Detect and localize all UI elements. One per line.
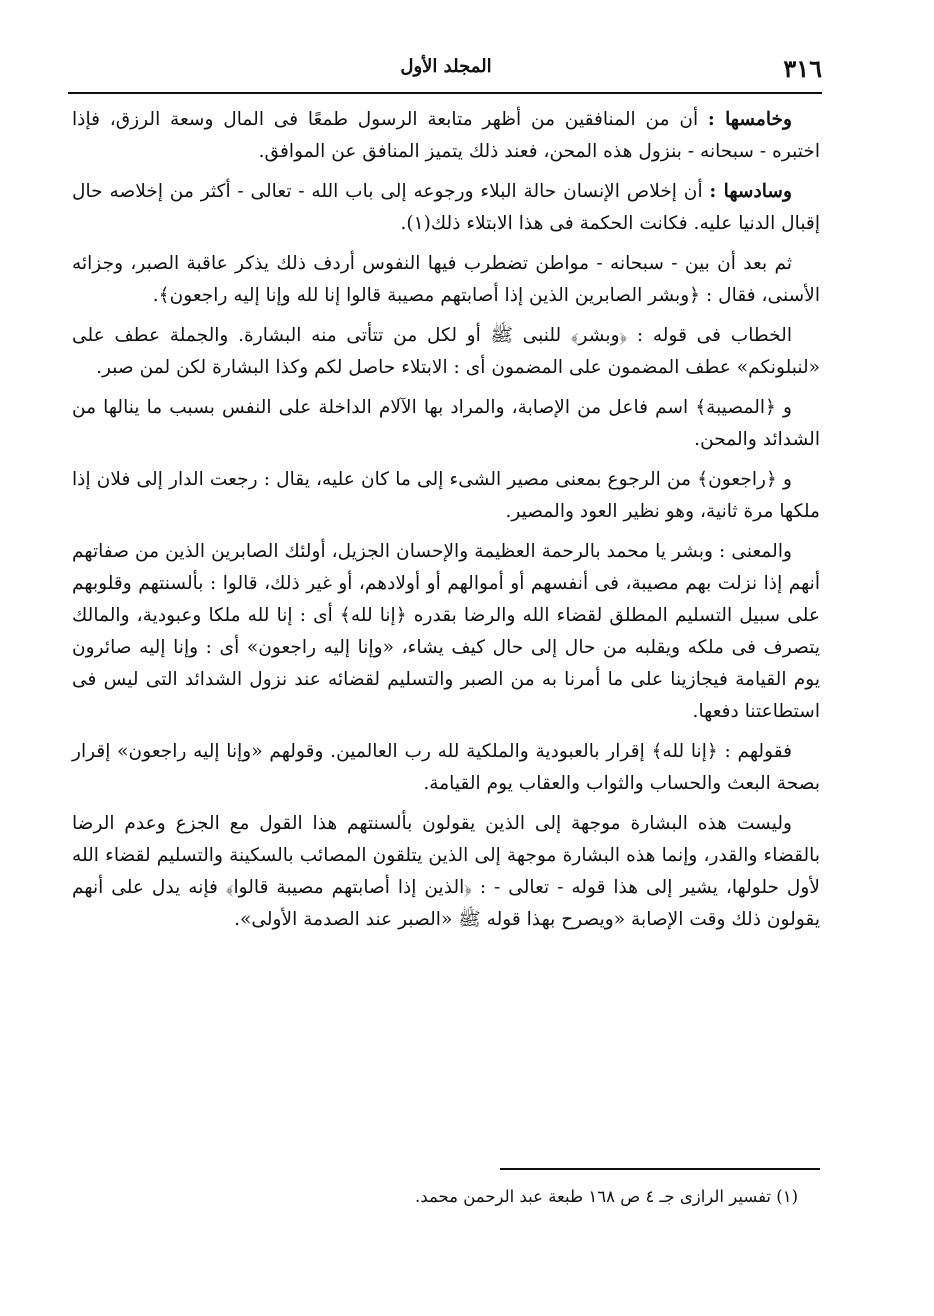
- paragraph-text: ثم بعد أن بين - سبحانه - مواطن تضطرب فيها النفوس أردف ذلك يذكر عاقبة الصبر، وجزائه الأسنى، فقال : ﴿وبشر الصابرين الذين إذا أصابتهم مصيبة قالوا إنا لله وإنا إليه راجعون﴾.: [72, 253, 820, 306]
- body-text: [72, 104, 820, 944]
- paragraph-text: الخطاب فى قوله : ﴿وبشر﴾ للنبى ﷺ أو لكل من تتأتى منه البشارة. والجملة عطف على «لنبلونكم» عطف المضمون على المضمون أى : الابتلاء حاصل لكم وكذا البشارة لكن لمن صبر.: [72, 325, 820, 378]
- paragraph-text: والمعنى : وبشر يا محمد بالرحمة العظيمة والإحسان الجزيل، أولئك الصابرين الذين من صفاتهم أنهم إذا نزلت بهم مصيبة، فى أنفسهم أو أموالهم أو أولادهم، أو غير ذلك، قالوا : بألسنتهم وقلوبهم على سبيل التسليم المطلق لقضاء الله والرضا بقدره ﴿إنا لله﴾ أى : إنا لله ملكا وعبودية، والمالك يتصرف فى ملكه ويقلبه من حال إلى حال كيف يشاء، «وإنا إليه راجعون» أى : وإنا إليه صائرون يوم القيامة فيجازينا على ما أمرنا به من الصبر والتسليم لقضائه عند نزول الشدائد التى ليس فى استطاعتنا دفعها.: [72, 541, 820, 722]
- paragraph: [72, 176, 820, 240]
- paragraph-text: أن من المنافقين من أظهر متابعة الرسول طمعًا فى المال وسعة الرزق، فإذا اختبره - سبحانه - بنزول هذه المحن، فعند ذلك يتميز المنافق عن الموافق.: [72, 109, 820, 162]
- paragraph: [72, 248, 820, 312]
- volume-title: المجلد الأول: [400, 56, 492, 77]
- paragraph-text: فقولهم : ﴿إنا لله﴾ إقرار بالعبودية والملكية لله رب العالمين. وقولهم «وإنا إليه راجعون» إقرار بصحة البعث والحساب والثواب والعقاب يوم القيامة.: [72, 741, 820, 794]
- footnote-rule: [500, 1168, 820, 1170]
- footnote: (١) تفسير الرازى جـ ٤ ص ١٦٨ طبعة عبد الرحمن محمد.: [415, 1187, 798, 1206]
- page-number: ٣١٦: [783, 54, 822, 83]
- page-header: [70, 50, 822, 90]
- paragraph: [72, 320, 820, 384]
- paragraph-text: أن إخلاص الإنسان حالة البلاء ورجوعه إلى باب الله - تعالى - أكثر من إخلاصه حال إقبال الدنيا عليه. فكانت الحكمة فى هذا الابتلاء ذلك(١).: [72, 181, 820, 234]
- paragraph-text: و ﴿المصيبة﴾ اسم فاعل من الإصابة، والمراد بها الآلام الداخلة على النفس بسبب ما ينالها من الشدائد والمحن.: [72, 397, 820, 450]
- paragraph-lead: وسادسها :: [709, 181, 792, 202]
- paragraph-text: وليست هذه البشارة موجهة إلى الذين يقولون بألسنتهم هذا القول مع الجزع وعدم الرضا بالقضاء والقدر، وإنما هذه البشارة موجهة إلى الذين يتلقون المصائب بالسكينة والتسليم لقضاء الله لأول حلولها، يشير إلى هذا قوله - تعالى - : ﴿الذين إذا أصابتهم مصيبة قالوا﴾ فإنه يدل على أنهم يقولون ذلك وقت الإصابة «ويصرح بهذا قوله ﷺ «الصبر عند الصدمة الأولى».: [72, 813, 820, 930]
- header-rule: [68, 92, 822, 94]
- paragraph: [72, 536, 820, 728]
- paragraph: [72, 808, 820, 936]
- paragraph: [72, 104, 820, 168]
- paragraph-text: و ﴿راجعون﴾ من الرجوع بمعنى مصير الشىء إلى ما كان عليه، يقال : رجعت الدار إلى فلان إذا ملكها مرة ثانية، وهو نظير العود والمصير.: [72, 469, 820, 522]
- paragraph: [72, 464, 820, 528]
- paragraph: [72, 736, 820, 800]
- paragraph: [72, 392, 820, 456]
- paragraph-lead: وخامسها :: [707, 109, 792, 130]
